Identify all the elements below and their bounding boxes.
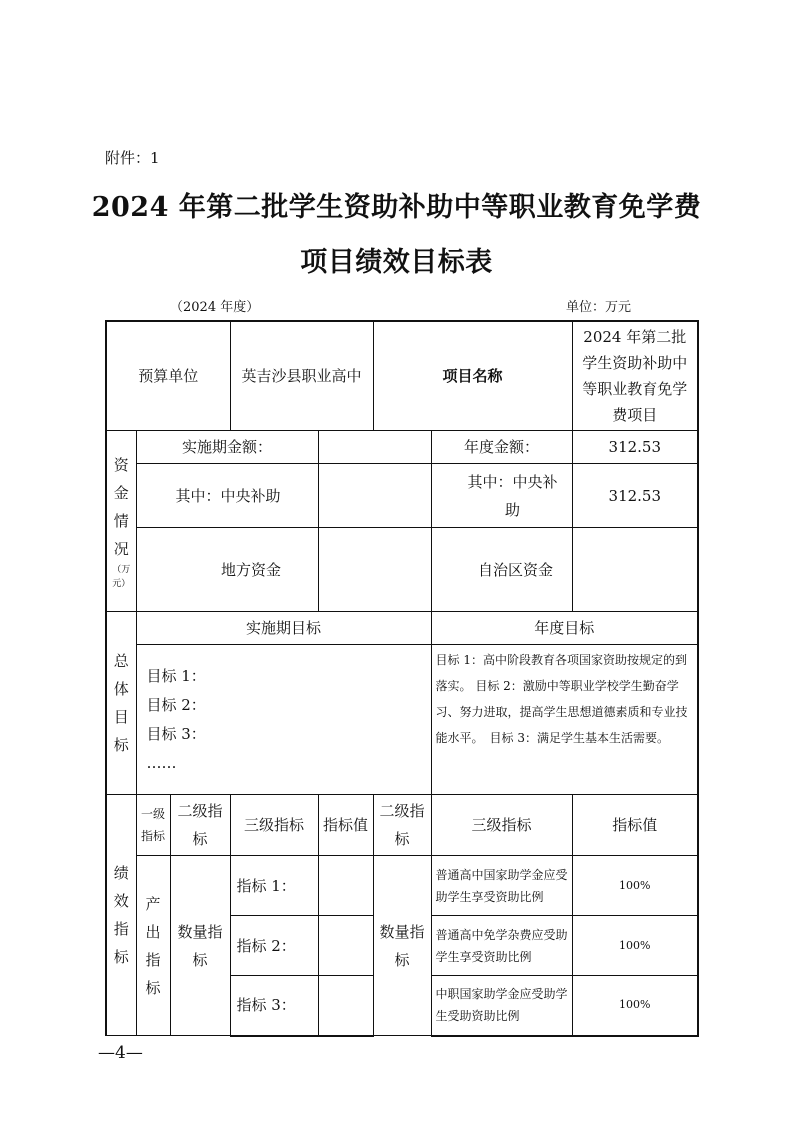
left-indicator-item: 指标 3： <box>230 976 318 1036</box>
region-funds-label: 自治区资金 <box>431 528 572 612</box>
left-indicator-item: 指标 2： <box>230 916 318 976</box>
region-funds-value <box>572 528 698 612</box>
impl-goal-header: 实施期目标 <box>136 612 431 645</box>
level2-header-right: 二级指标 <box>373 795 431 856</box>
level2-quantity-left: 数量指标 <box>170 856 230 1036</box>
document-title-line1: 2024 年第二批学生资助补助中等职业教育免学费 <box>91 192 702 223</box>
project-name-value: 2024 年第二批学生资助补助中等职业教育免学费项目 <box>572 321 698 431</box>
level3-header-right: 三级指标 <box>431 795 572 856</box>
right-indicator-value: 100% <box>572 976 698 1036</box>
performance-goal-table <box>105 320 699 1037</box>
level2-header: 二级指标 <box>170 795 230 856</box>
right-indicator-value: 100% <box>572 916 698 976</box>
project-name-label: 项目名称 <box>373 321 572 431</box>
central-impl-label: 其中：中央补助 <box>136 464 318 528</box>
year-note: （2024 年度） <box>170 300 260 315</box>
impl-goal-item: 目标 1： <box>146 666 206 685</box>
left-indicator-item: 指标 1： <box>230 856 318 916</box>
central-annual-value: 312.53 <box>572 464 698 528</box>
local-funds-label: 地方资金 <box>136 528 318 612</box>
annual-goal-header: 年度目标 <box>431 612 698 645</box>
page-number: —4— <box>98 1043 143 1063</box>
left-indicator-value <box>318 856 373 916</box>
budget-unit-value: 英吉沙县职业高中 <box>230 321 373 431</box>
central-impl-value <box>318 464 431 528</box>
annual-amount-label: 年度金额： <box>431 431 572 464</box>
perf-side-label: 绩 效 指 标 <box>106 795 136 1036</box>
budget-unit-label: 预算单位 <box>106 321 230 431</box>
level1-header: 一级指标 <box>136 795 170 856</box>
right-indicator-value: 100% <box>572 856 698 916</box>
overall-goal-side-label: 总 体 目 标 <box>106 612 136 795</box>
impl-goal-item: …… <box>146 753 177 772</box>
document-title-line2: 项目绩效目标表 <box>300 247 493 278</box>
value-header-right: 指标值 <box>572 795 698 856</box>
value-header: 指标值 <box>318 795 373 856</box>
left-indicator-value <box>318 916 373 976</box>
impl-goal-item: 目标 2： <box>146 695 206 714</box>
impl-amount-value <box>318 431 431 464</box>
funds-side-label: 资 金 情 况 （万 元） <box>106 431 136 612</box>
local-funds-value <box>318 528 431 612</box>
right-indicator-item: 中职国家助学金应受助学生受助资助比例 <box>431 976 572 1036</box>
attachment-label: 附件：1 <box>105 149 160 167</box>
impl-amount-label: 实施期金额： <box>136 431 318 464</box>
level1-output-indicator: 产 出 指 标 <box>136 856 170 1036</box>
right-indicator-item: 普通高中免学杂费应受助学生享受资助比例 <box>431 916 572 976</box>
central-annual-label: 其中：中央补助 <box>431 464 572 528</box>
annual-goal-text: 目标 1：高中阶段教育各项国家资助按规定的到落实。 目标 2：激励中等职业学校学生勤奋学习、努力进取，提高学生思想道德素质和专业技能水平。 目标 3：满足学生基本生活需要。 <box>431 645 698 795</box>
impl-goal-list <box>136 645 431 795</box>
impl-goal-item: 目标 3： <box>146 724 206 743</box>
annual-amount-value: 312.53 <box>572 431 698 464</box>
level2-quantity-right: 数量指标 <box>373 856 431 1036</box>
unit-note: 单位：万元 <box>566 300 632 315</box>
right-indicator-item: 普通高中国家助学金应受助学生享受资助比例 <box>431 856 572 916</box>
level3-header: 三级指标 <box>230 795 318 856</box>
left-indicator-value <box>318 976 373 1036</box>
